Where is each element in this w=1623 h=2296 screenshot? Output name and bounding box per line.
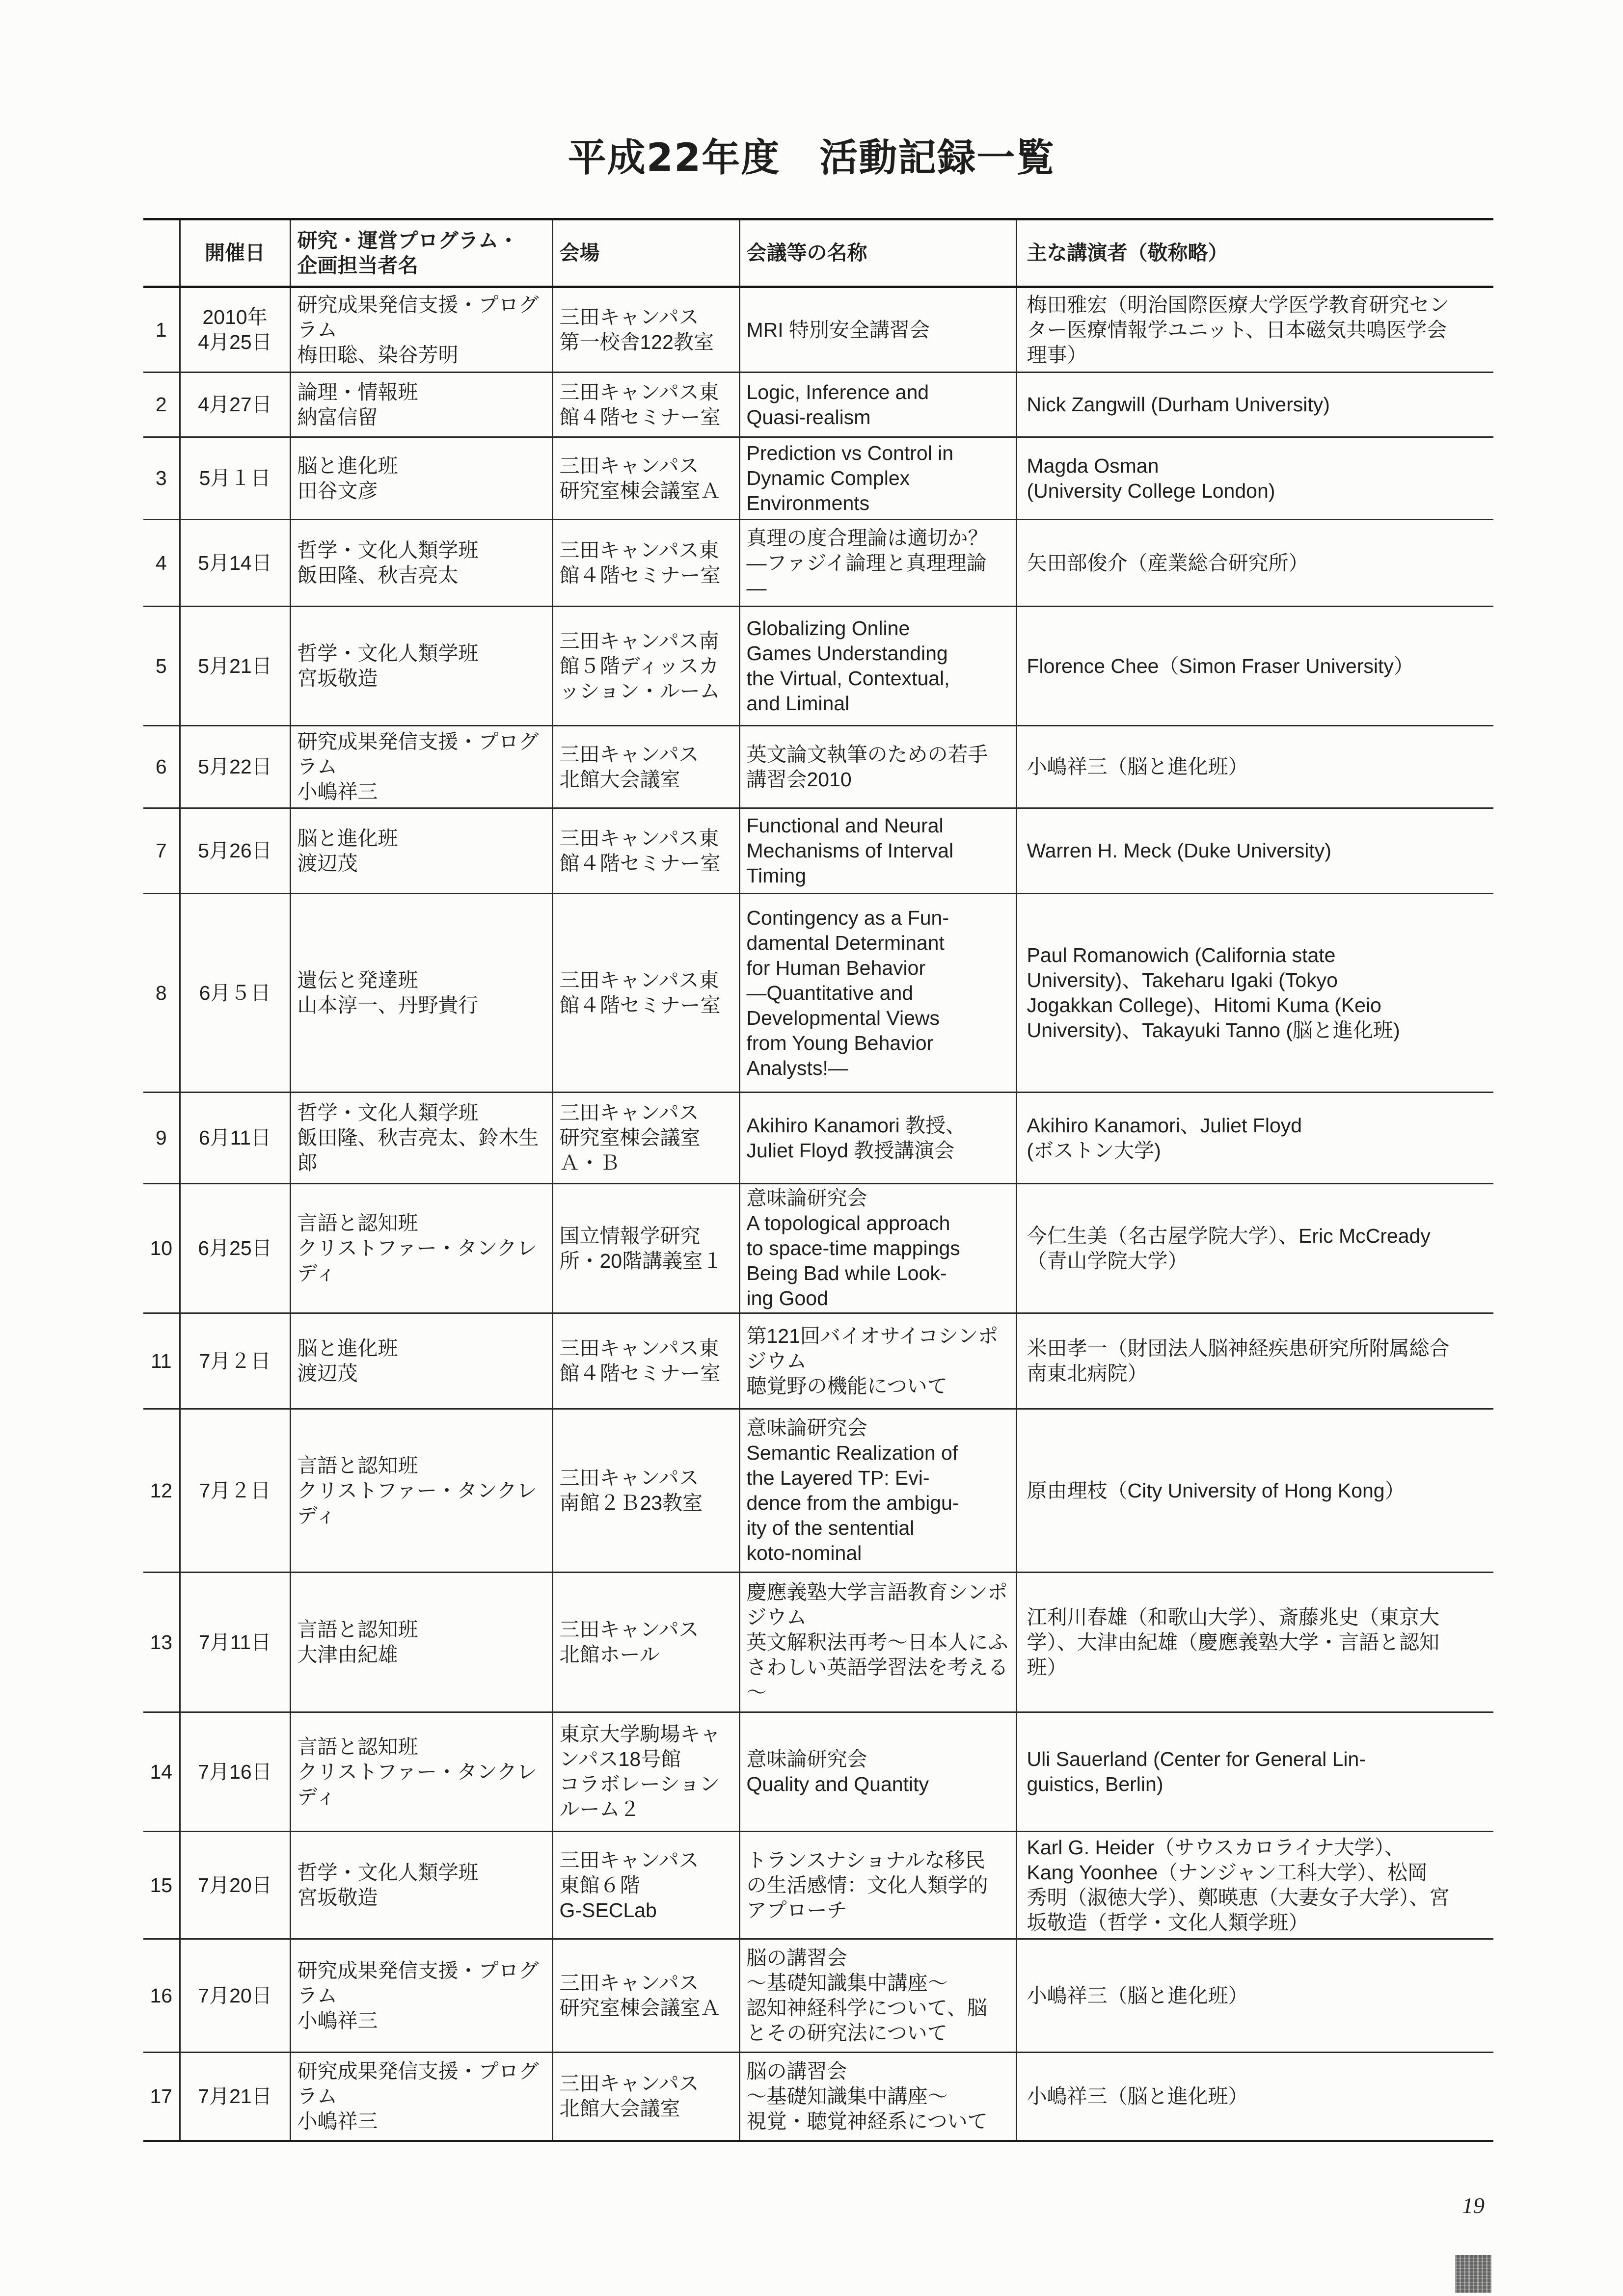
header-row <box>143 219 1493 287</box>
venue-cell: 三田キャンパス 北館ホール <box>552 1573 739 1712</box>
date-cell: 6月５日 <box>180 894 290 1093</box>
table-row <box>143 1573 1493 1712</box>
speakers-cell: Nick Zangwill (Durham University) <box>1016 373 1493 437</box>
date-cell: 7月11日 <box>180 1573 290 1712</box>
table-row <box>143 1313 1493 1409</box>
date-cell: 7月20日 <box>180 1939 290 2053</box>
speakers-cell: Akihiro Kanamori、Juliet Floyd (ボストン大学) <box>1016 1093 1493 1184</box>
speakers-cell: Warren H. Meck (Duke University) <box>1016 808 1493 894</box>
header-program: 研究・運営プログラム・ 企画担当者名 <box>290 219 552 287</box>
program-cell: 言語と認知班 クリストファー・タンクレ ディ <box>290 1409 552 1573</box>
program-cell: 言語と認知班 大津由紀雄 <box>290 1573 552 1712</box>
program-cell: 脳と進化班 渡辺茂 <box>290 1313 552 1409</box>
event-name-cell: Prediction vs Control in Dynamic Complex Environments <box>739 437 1016 520</box>
event-name-cell: 意味論研究会 Semantic Realization of the Layered TP: Evi- dence from the ambigu- ity of the sentential koto-nominal <box>739 1409 1016 1573</box>
program-cell: 哲学・文化人類学班 宮坂敬造 <box>290 607 552 726</box>
event-name-cell: Globalizing Online Games Understanding the Virtual, Contextual, and Liminal <box>739 607 1016 726</box>
row-number: 9 <box>143 1093 180 1184</box>
venue-cell: 三田キャンパス 東館６階 G-SECLab <box>552 1832 739 1939</box>
table-row <box>143 894 1493 1093</box>
program-cell: 哲学・文化人類学班 飯田隆、秋吉亮太、鈴木生 郎 <box>290 1093 552 1184</box>
program-cell: 遺伝と発達班 山本淳一、丹野貴行 <box>290 894 552 1093</box>
event-name-cell: MRI 特別安全講習会 <box>739 287 1016 373</box>
date-cell: 7月16日 <box>180 1712 290 1832</box>
event-name-cell: Akihiro Kanamori 教授、 Juliet Floyd 教授講演会 <box>739 1093 1016 1184</box>
event-name-cell: Logic, Inference and Quasi-realism <box>739 373 1016 437</box>
row-number: 2 <box>143 373 180 437</box>
row-number: 3 <box>143 437 180 520</box>
venue-cell: 三田キャンパス 研究室棟会議室 Ａ・Ｂ <box>552 1093 739 1184</box>
row-number: 11 <box>143 1313 180 1409</box>
venue-cell: 国立情報学研究 所・20階講義室１ <box>552 1184 739 1313</box>
row-number: 4 <box>143 520 180 607</box>
event-name-cell: 慶應義塾大学言語教育シンポ ジウム 英文解釈法再考～日本人にふ さわしい英語学習法を考える ～ <box>739 1573 1016 1712</box>
venue-cell: 三田キャンパス東 館４階セミナー室 <box>552 894 739 1093</box>
row-number: 1 <box>143 287 180 373</box>
speakers-cell: 今仁生美（名古屋学院大学）、Eric McCready （青山学院大学） <box>1016 1184 1493 1313</box>
row-number: 16 <box>143 1939 180 2053</box>
event-name-cell: Contingency as a Fun- damental Determinant for Human Behavior ―Quantitative and Developmental Views from Young Behavior Analysts!― <box>739 894 1016 1093</box>
speakers-cell: Magda Osman (University College London) <box>1016 437 1493 520</box>
program-cell: 言語と認知班 クリストファー・タンクレ ディ <box>290 1712 552 1832</box>
speakers-cell: 小嶋祥三（脳と進化班） <box>1016 726 1493 808</box>
row-number: 8 <box>143 894 180 1093</box>
row-number: 12 <box>143 1409 180 1573</box>
speakers-cell: 梅田雅宏（明治国際医療大学医学教育研究セン ター医療情報学ユニット、日本磁気共鳴医学会 理事） <box>1016 287 1493 373</box>
speakers-cell: 米田孝一（財団法人脳神経疾患研究所附属総合 南東北病院） <box>1016 1313 1493 1409</box>
speakers-cell: 小嶋祥三（脳と進化班） <box>1016 1939 1493 2053</box>
row-number: 6 <box>143 726 180 808</box>
header-number <box>143 219 180 287</box>
header-venue: 会場 <box>552 219 739 287</box>
speakers-cell: 原由理枝（City University of Hong Kong） <box>1016 1409 1493 1573</box>
venue-cell: 三田キャンパス 第一校舎122教室 <box>552 287 739 373</box>
scan-mark <box>1455 2255 1491 2293</box>
event-name-cell: 第121回バイオサイコシンポ ジウム 聴覚野の機能について <box>739 1313 1016 1409</box>
program-cell: 論理・情報班 納富信留 <box>290 373 552 437</box>
table-row <box>143 373 1493 437</box>
table-row <box>143 287 1493 373</box>
date-cell: 5月１日 <box>180 437 290 520</box>
date-cell: 7月２日 <box>180 1313 290 1409</box>
row-number: 5 <box>143 607 180 726</box>
speakers-cell: Uli Sauerland (Center for General Lin- guistics, Berlin) <box>1016 1712 1493 1832</box>
program-cell: 脳と進化班 田谷文彦 <box>290 437 552 520</box>
activity-record-table <box>143 218 1493 2142</box>
date-cell: 7月２日 <box>180 1409 290 1573</box>
page-title: 平成22年度 活動記録一覧 <box>568 136 1055 180</box>
program-cell: 研究成果発信支援・プログ ラム 小嶋祥三 <box>290 1939 552 2053</box>
venue-cell: 三田キャンパス 北館大会議室 <box>552 2053 739 2141</box>
table-row <box>143 607 1493 726</box>
program-cell: 言語と認知班 クリストファー・タンクレ ディ <box>290 1184 552 1313</box>
header-event-name: 会議等の名称 <box>739 219 1016 287</box>
table-row <box>143 2053 1493 2141</box>
program-cell: 脳と進化班 渡辺茂 <box>290 808 552 894</box>
program-cell: 研究成果発信支援・プログ ラム 小嶋祥三 <box>290 726 552 808</box>
header-date: 開催日 <box>180 219 290 287</box>
speakers-cell: Florence Chee（Simon Fraser University） <box>1016 607 1493 726</box>
date-cell: 5月22日 <box>180 726 290 808</box>
table-row <box>143 726 1493 808</box>
date-cell: 7月20日 <box>180 1832 290 1939</box>
table-row <box>143 1184 1493 1313</box>
date-cell: 2010年 4月25日 <box>180 287 290 373</box>
venue-cell: 三田キャンパス東 館４階セミナー室 <box>552 373 739 437</box>
table-row <box>143 1832 1493 1939</box>
speakers-cell: Karl G. Heider（サウスカロライナ大学）、 Kang Yoonhee（ナンジャン工科大学）、松岡 秀明（淑徳大学）、鄭暎恵（大妻女子大学）、宮 坂敬造（哲学・文化人類学班） <box>1016 1832 1493 1939</box>
venue-cell: 三田キャンパス 研究室棟会議室Ａ <box>552 1939 739 2053</box>
header-speakers: 主な講演者（敬称略） <box>1016 219 1493 287</box>
venue-cell: 三田キャンパス南 館５階ディッスカ ッション・ルーム <box>552 607 739 726</box>
row-number: 17 <box>143 2053 180 2141</box>
speakers-cell: 小嶋祥三（脳と進化班） <box>1016 2053 1493 2141</box>
speakers-cell: 江利川春雄（和歌山大学）、斎藤兆史（東京大 学）、大津由紀雄（慶應義塾大学・言語と認知 班） <box>1016 1573 1493 1712</box>
venue-cell: 三田キャンパス東 館４階セミナー室 <box>552 1313 739 1409</box>
venue-cell: 三田キャンパス 研究室棟会議室Ａ <box>552 437 739 520</box>
table-row <box>143 1712 1493 1832</box>
event-name-cell: 脳の講習会 ～基礎知識集中講座～ 認知神経科学について、脳 とその研究法について <box>739 1939 1016 2053</box>
date-cell: 7月21日 <box>180 2053 290 2141</box>
table-row <box>143 1409 1493 1573</box>
venue-cell: 三田キャンパス 南館２Ｂ23教室 <box>552 1409 739 1573</box>
date-cell: 4月27日 <box>180 373 290 437</box>
event-name-cell: トランスナショナルな移民 の生活感情：文化人類学的 アプローチ <box>739 1832 1016 1939</box>
row-number: 7 <box>143 808 180 894</box>
row-number: 14 <box>143 1712 180 1832</box>
event-name-cell: 意味論研究会 Quality and Quantity <box>739 1712 1016 1832</box>
program-cell: 哲学・文化人類学班 飯田隆、秋吉亮太 <box>290 520 552 607</box>
event-name-cell: 英文論文執筆のための若手 講習会2010 <box>739 726 1016 808</box>
row-number: 15 <box>143 1832 180 1939</box>
speakers-cell: Paul Romanowich (California state University)、Takeharu Igaki (Tokyo Jogakkan College)、Hitomi Kuma (Keio University)、Takayuki Tanno (脳と進化班) <box>1016 894 1493 1093</box>
program-cell: 研究成果発信支援・プログ ラム 梅田聡、染谷芳明 <box>290 287 552 373</box>
page-number: 19 <box>1462 2193 1485 2218</box>
table-row <box>143 808 1493 894</box>
date-cell: 6月11日 <box>180 1093 290 1184</box>
row-number: 10 <box>143 1184 180 1313</box>
venue-cell: 三田キャンパス東 館４階セミナー室 <box>552 808 739 894</box>
date-cell: 5月21日 <box>180 607 290 726</box>
program-cell: 研究成果発信支援・プログ ラム 小嶋祥三 <box>290 2053 552 2141</box>
table-row <box>143 1939 1493 2053</box>
event-name-cell: 意味論研究会 A topological approach to space-time mappings Being Bad while Look- ing Good <box>739 1184 1016 1313</box>
date-cell: 6月25日 <box>180 1184 290 1313</box>
date-cell: 5月14日 <box>180 520 290 607</box>
table-row <box>143 520 1493 607</box>
venue-cell: 三田キャンパス東 館４階セミナー室 <box>552 520 739 607</box>
venue-cell: 東京大学駒場キャ ンパス18号館 コラボレーション ルーム２ <box>552 1712 739 1832</box>
speakers-cell: 矢田部俊介（産業総合研究所） <box>1016 520 1493 607</box>
table-row <box>143 1093 1493 1184</box>
event-name-cell: 真理の度合理論は適切か？ ―ファジイ論理と真理理論 ― <box>739 520 1016 607</box>
event-name-cell: Functional and Neural Mechanisms of Interval Timing <box>739 808 1016 894</box>
row-number: 13 <box>143 1573 180 1712</box>
event-name-cell: 脳の講習会 ～基礎知識集中講座～ 視覚・聴覚神経系について <box>739 2053 1016 2141</box>
venue-cell: 三田キャンパス 北館大会議室 <box>552 726 739 808</box>
program-cell: 哲学・文化人類学班 宮坂敬造 <box>290 1832 552 1939</box>
table-row <box>143 437 1493 520</box>
date-cell: 5月26日 <box>180 808 290 894</box>
